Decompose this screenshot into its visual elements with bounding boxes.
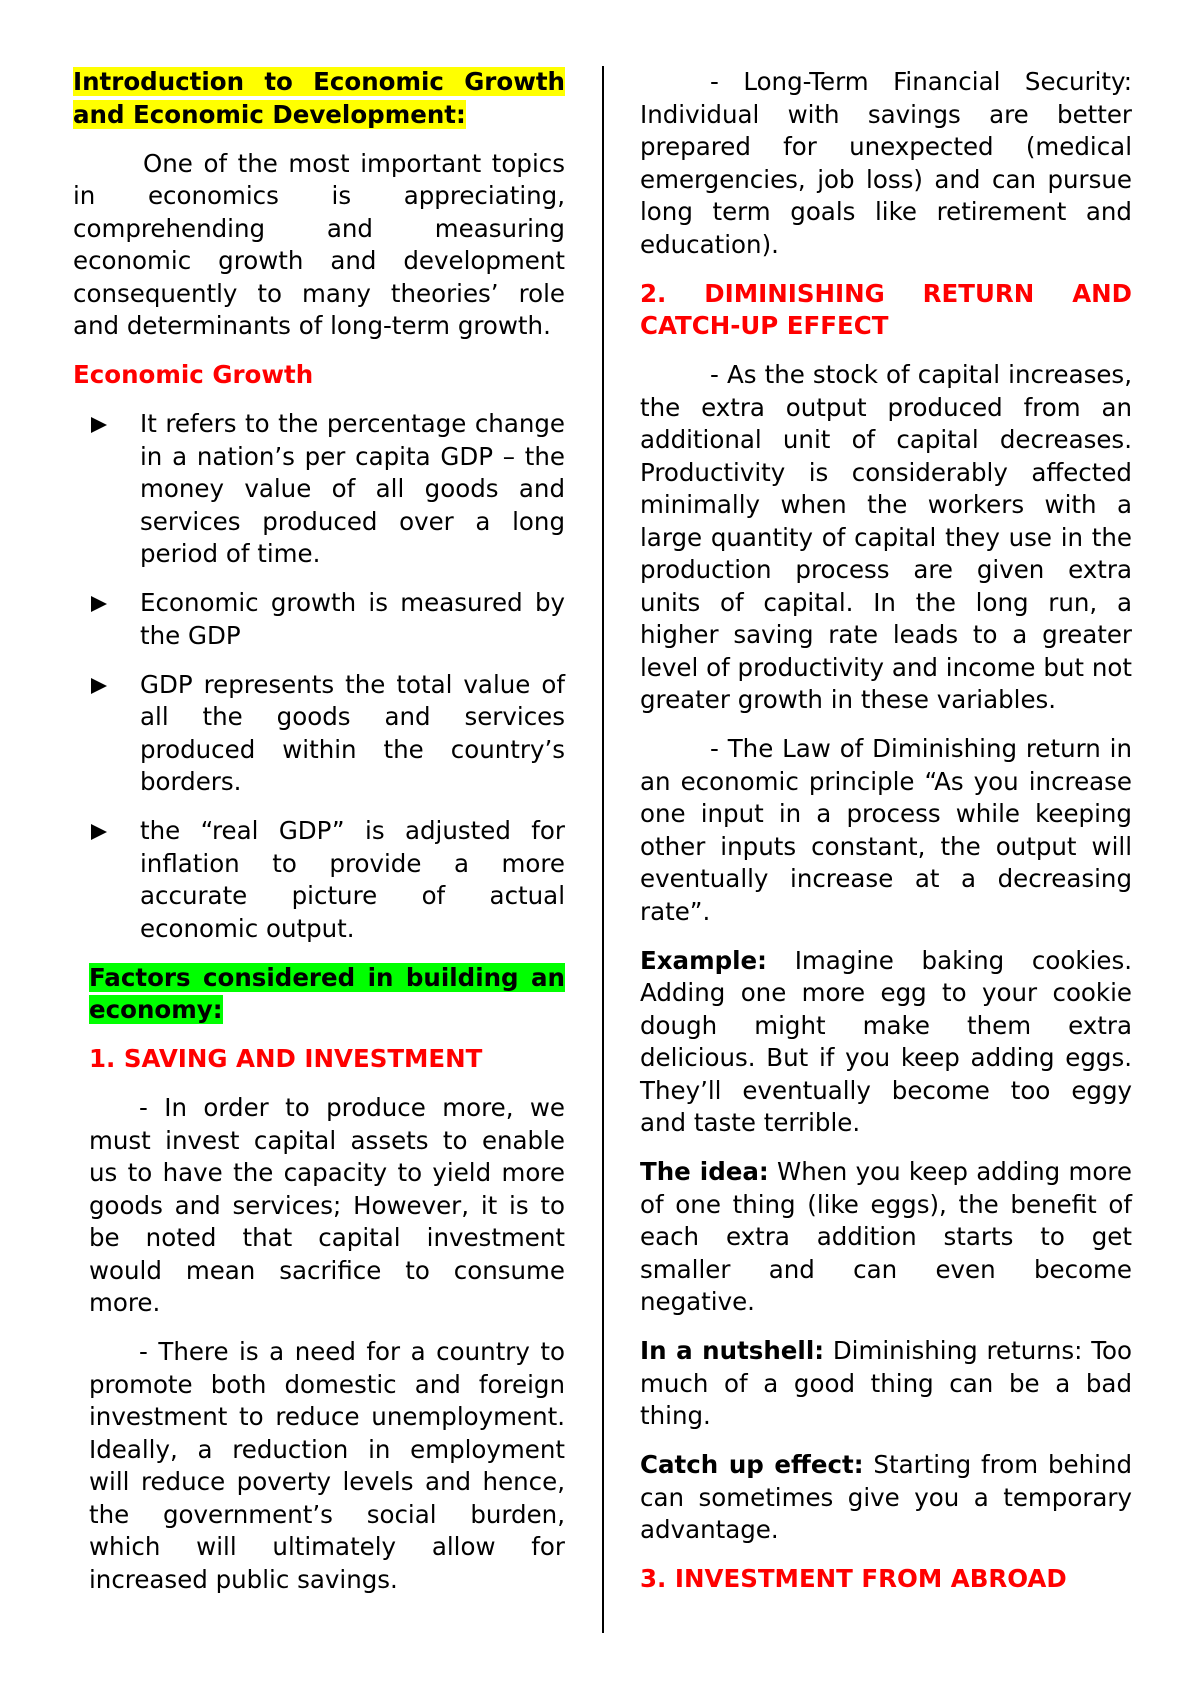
catchup-paragraph [640,1449,1132,1547]
idea-label: The idea: [640,1157,769,1186]
factors-heading [89,962,565,1027]
arrow-bullet-icon [91,678,107,694]
nutshell-label: In a nutshell: [640,1336,825,1365]
diminishing-return-heading: 2. DIMINISHING RETURN AND CATCH-UP EFFECT [640,278,1132,340]
diminishing-paragraph-2: - The Law of Diminishing return in an economic principle “As you increase one input in a process while keeping other inputs constant, the output will eventually increase at a decreasing rate”. [640,734,1132,926]
list-item-text: GDP represents the total value of all the goods and services produced within the country’s borders. [140,669,565,796]
list-item-text: Economic growth is measured by the GDP [140,588,565,650]
financial-security-paragraph: - Long-Term Financial Security: Individual with savings are better prepared for unexpected (medical emergencies, job loss) and can pursue long term goals like retirement and education). [640,67,1132,259]
saving-paragraph-2: - There is a need for a country to promote both domestic and foreign investment to reduce unemployment. Ideally, a reduction in employment will reduce poverty levels and hence, the government’s social burden, which will ultimately allow for increased public savings. [89,1337,565,1594]
list-item [73,408,565,571]
list-item-text: It refers to the percentage change in a nation’s per capita GDP – the money value of all goods and services produced over a long period of time. [140,409,565,568]
document-title-text: Introduction to Economic Growth and Economic Development: [73,67,565,129]
list-item [73,587,565,652]
example-label: Example: [640,945,767,975]
document-title [73,66,565,131]
idea-paragraph [640,1156,1132,1319]
example-paragraph [640,945,1132,1140]
catchup-text: Starting from behind can sometimes give you a temporary advantage. [640,1450,1133,1544]
arrow-bullet-icon [91,596,107,612]
factors-section [73,962,565,1597]
economic-growth-list [73,408,565,945]
left-column [73,66,565,1613]
investment-abroad-heading: 3. INVESTMENT FROM ABROAD [640,1564,1067,1593]
example-text: Imagine baking cookies. Adding one more egg to your cookie dough might make them extra delicious. But if you keep adding eggs. They’ll eventually become too eggy and taste terrible. [640,945,1132,1137]
list-item-text: the “real GDP” is adjusted for inflation to provide a more accurate picture of actual economic output. [140,816,565,943]
list-item [73,669,565,799]
list-item [73,815,565,945]
factors-heading-text: Factors considered in building an economy: [89,962,565,1024]
saving-investment-heading: 1. SAVING AND INVESTMENT [89,1044,483,1073]
idea-text: When you keep adding more of one thing (like eggs), the benefit of each extra addition starts to get smaller and can even become negative. [640,1157,1132,1316]
nutshell-paragraph [640,1335,1132,1433]
intro-paragraph: One of the most important topics in economics is appreciating, comprehending and measuring economic growth and development consequently to many theories’ role and determinants of long-term growth. [73,148,565,340]
catchup-label: Catch up effect: [640,1450,864,1479]
arrow-bullet-icon [91,417,107,433]
column-divider [602,66,604,1633]
saving-paragraph-1: - In order to produce more, we must invest capital assets to enable us to have the capacity to yield more goods and services; However, it is to be noted that capital investment would mean sacrifice to consume more. [89,1093,565,1317]
nutshell-text: Diminishing returns: Too much of a good thing can be a bad thing. [640,1336,1132,1430]
diminishing-paragraph-1: - As the stock of capital increases, the extra output produced from an additional unit of capital decreases. Productivity is considerably affected minimally when the workers with a large quantity of capital they use in the production process are given extra units of capital. In the long run, a higher saving rate leads to a greater level of productivity and income but not greater growth in these variables. [640,360,1132,714]
economic-growth-heading: Economic Growth [73,360,314,389]
right-column [640,66,1132,1612]
arrow-bullet-icon [91,824,107,840]
